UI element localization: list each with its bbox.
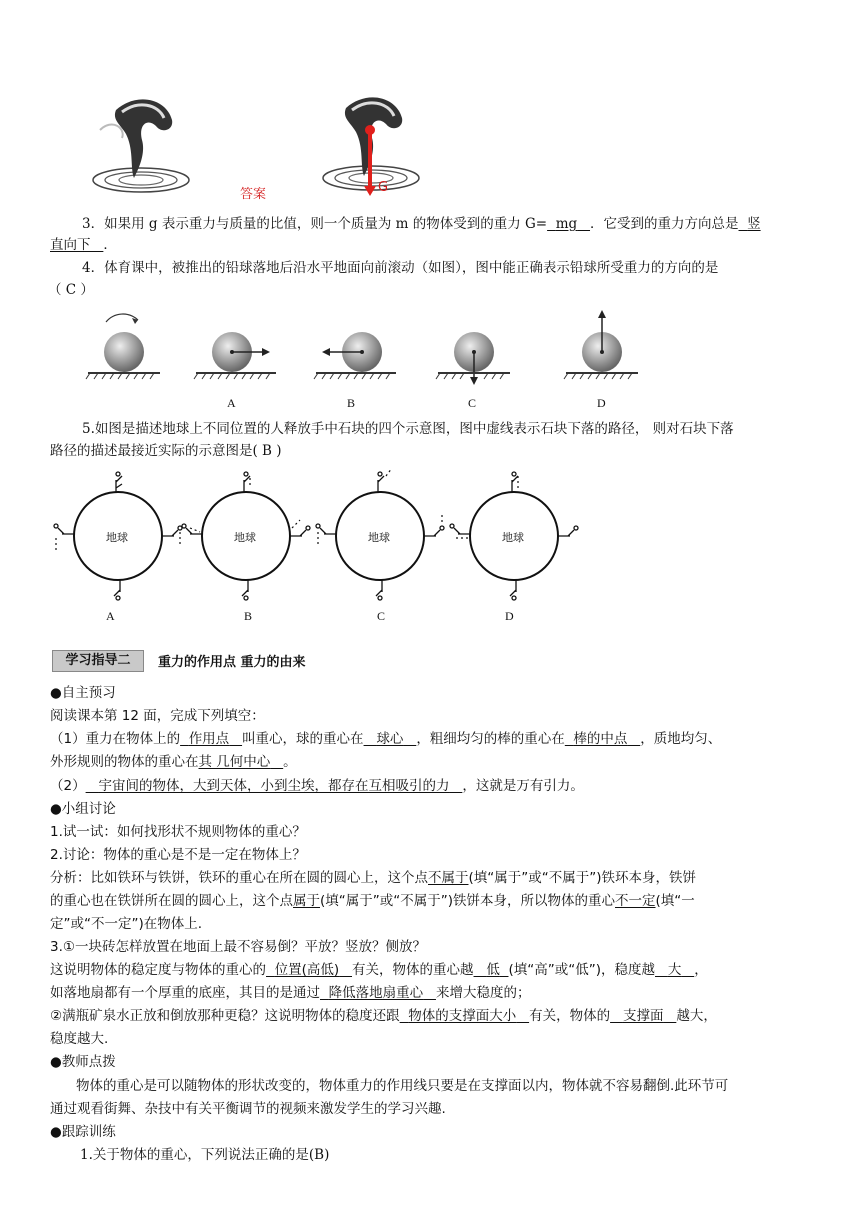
earth-option-b-figure bbox=[178, 466, 314, 606]
question-3-cont: 直向下 ． bbox=[50, 237, 117, 253]
guide-2-title: 重力的作用点 重力的由来 bbox=[158, 655, 306, 670]
self-study-p1-cont: 外形规则的物体的重心在其 几何中心 。 bbox=[50, 754, 297, 770]
shotput-option-c-figure bbox=[312, 310, 402, 382]
self-study-p1: （1）重力在物体上的 作用点 叫重心，球的重心在 球心 ，粗细均匀的棒的重心在 棒的中点 ，质地均匀、 bbox=[50, 731, 722, 747]
q5-option-b: B bbox=[244, 609, 253, 623]
svg-text:地球: 地球 bbox=[106, 531, 128, 544]
question-4: 4．体育课中，被推出的铅球落地后沿水平地面向前滚动（如图），图中能正确表示铅球所受重力的方向的是 bbox=[82, 260, 719, 276]
training-heading: ●跟踪训练 bbox=[50, 1124, 116, 1140]
discussion-analysis-2: 的重心也在铁饼所在圆的圆心上，这个点属于(填“属于”或“不属于”)铁饼本身，所以物体的重心不一定(填“一 bbox=[50, 893, 695, 909]
earth-option-a-figure bbox=[50, 466, 186, 606]
dolphin-figure-right bbox=[316, 88, 426, 200]
discussion-s1: 这说明物体的稳定度与物体的重心的 位置(高低) 有关，物体的重心越 低 (填“高”或“低”)，稳度越 大 ， bbox=[50, 962, 708, 978]
discussion-q1: 1.试一试：如何找形状不规则物体的重心？ bbox=[50, 824, 306, 840]
svg-text:地球: 地球 bbox=[368, 531, 390, 544]
q4-option-c: C bbox=[468, 396, 477, 410]
discussion-s2: 如落地扇都有一个厚重的底座，其目的是通过 降低落地扇重心 来增大稳度的； bbox=[50, 985, 531, 1001]
discussion-q3: 3.①一块砖怎样放置在地面上最不容易倒？平放？竖放？侧放？ bbox=[50, 939, 426, 955]
discussion-heading: ●小组讨论 bbox=[50, 801, 116, 817]
question-3: 3．如果用 g 表示重力与质量的比值，则一个质量为 m 的物体受到的重力 G= mg ．它受到的重力方向总是 竖 bbox=[82, 216, 761, 232]
q5-option-c: C bbox=[377, 609, 386, 623]
discussion-s4: 稳度越大. bbox=[50, 1031, 109, 1047]
shotput-option-b-figure bbox=[192, 310, 282, 382]
q4-option-b: B bbox=[347, 396, 356, 410]
question-5-cont: 路径的描述最接近实际的示意图是( B ) bbox=[50, 443, 282, 459]
training-q1: 1.关于物体的重心，下列说法正确的是(B) bbox=[80, 1147, 330, 1163]
answer-label: 答案 bbox=[240, 187, 267, 202]
q4-option-a: A bbox=[227, 396, 236, 410]
shotput-option-d-figure bbox=[562, 306, 642, 382]
dolphin-figure-left bbox=[86, 90, 196, 200]
teacher-heading: ●教师点拨 bbox=[50, 1054, 116, 1070]
earth-option-d-figure bbox=[446, 466, 582, 606]
guide-2-badge: 学习指导二 bbox=[52, 650, 144, 672]
question-5: 5.如图是描述地球上不同位置的人释放手中石块的四个示意图，图中虚线表示石块下落的路径， 则对石块下落 bbox=[82, 421, 734, 437]
q3-answer-mg: mg bbox=[555, 216, 578, 232]
shotput-option-a-figure bbox=[84, 310, 164, 382]
discussion-q2: 2.讨论：物体的重心是不是一定在物体上？ bbox=[50, 847, 306, 863]
self-study-heading: ●自主预习 bbox=[50, 685, 116, 701]
gravity-label: G bbox=[378, 180, 389, 195]
q5-option-a: A bbox=[106, 609, 115, 623]
earth-option-c-figure bbox=[312, 466, 448, 606]
svg-text:地球: 地球 bbox=[502, 531, 524, 544]
q4-option-d: D bbox=[597, 396, 606, 410]
self-study-intro: 阅读课本第 12 面，完成下列填空： bbox=[50, 708, 265, 724]
shotput-option-c2-figure bbox=[434, 310, 514, 386]
discussion-analysis-1: 分析：比如铁环与铁饼，铁环的重心在所在圆的圆心上，这个点不属于(填“属于”或“不属于”)铁环本身，铁饼 bbox=[50, 870, 697, 886]
q5-option-d: D bbox=[505, 609, 514, 623]
svg-text:地球: 地球 bbox=[234, 531, 256, 544]
teacher-p2: 通过观看街舞、杂技中有关平衡调节的视频来激发学生的学习兴趣. bbox=[50, 1101, 446, 1117]
question-4-answer: （ C ） bbox=[48, 282, 94, 298]
discussion-s3: ②满瓶矿泉水正放和倒放那种更稳？这说明物体的稳度还跟 物体的支撑面大小 有关，物体的 支撑面 越大， bbox=[50, 1008, 717, 1024]
teacher-p1: 物体的重心是可以随物体的形状改变的，物体重力的作用线只要是在支撑面以内，物体就不容易翻倒.此环节可 bbox=[76, 1078, 729, 1094]
discussion-analysis-3: 定”或“不一定”)在物体上. bbox=[50, 916, 203, 932]
self-study-p2: （2） 宇宙间的物体，大到天体，小到尘埃，都存在互相吸引的力 ，这就是万有引力。 bbox=[50, 778, 584, 794]
